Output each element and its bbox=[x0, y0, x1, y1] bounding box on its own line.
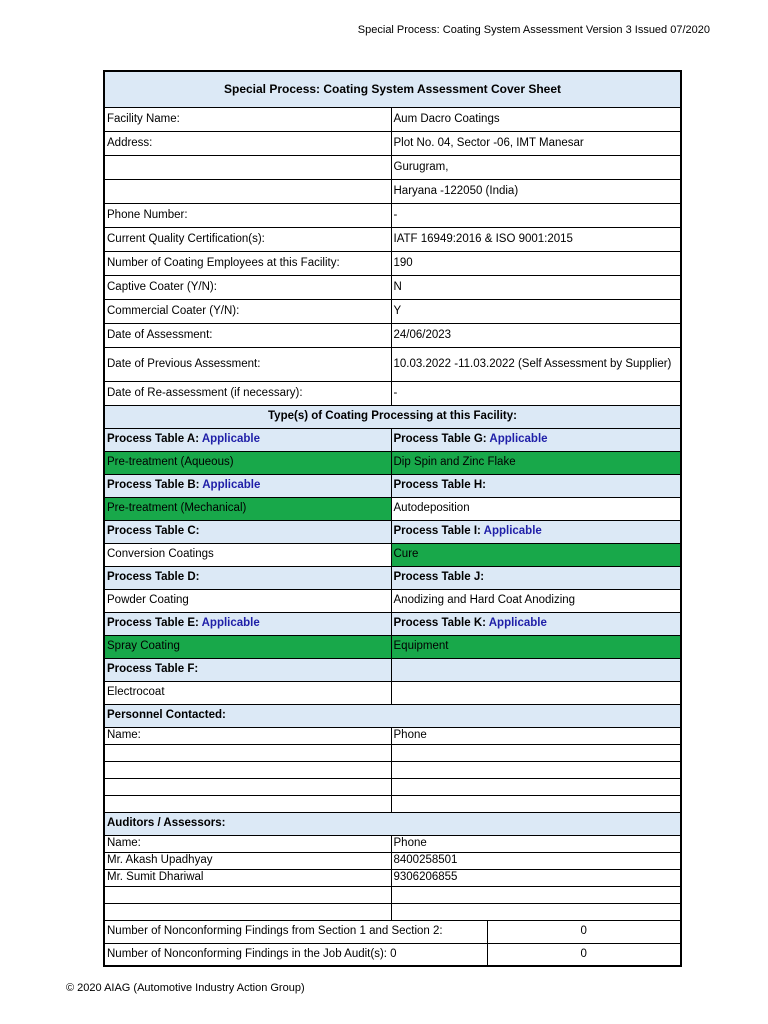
personnel-phone-header: Phone bbox=[391, 727, 681, 744]
process-table-i-status: Applicable bbox=[483, 525, 542, 537]
process-table-b-name: Pre-treatment (Mechanical) bbox=[104, 497, 391, 520]
address-line-3: Haryana -122050 (India) bbox=[391, 179, 681, 203]
process-table-g-name: Dip Spin and Zinc Flake bbox=[391, 451, 681, 474]
process-table-f-label: Process Table F: bbox=[104, 658, 391, 681]
auditor-name bbox=[104, 886, 391, 903]
personnel-phone-cell bbox=[391, 795, 681, 812]
cover-sheet-table bbox=[103, 70, 682, 967]
page-footer: © 2020 AIAG (Automotive Industry Action Group) bbox=[66, 982, 305, 994]
auditors-phone-header: Phone bbox=[391, 835, 681, 852]
commercial-coater-value: Y bbox=[391, 299, 681, 323]
captive-coater-value: N bbox=[391, 275, 681, 299]
process-table-b-label: Process Table B: Applicable bbox=[104, 474, 391, 497]
processing-title: Type(s) of Coating Processing at this Facility: bbox=[104, 405, 681, 428]
auditor-phone bbox=[391, 886, 681, 903]
page-header: Special Process: Coating System Assessment Version 3 Issued 07/2020 bbox=[357, 24, 710, 36]
auditors-name-header: Name: bbox=[104, 835, 391, 852]
empty-cell bbox=[391, 658, 681, 681]
sheet-title: Special Process: Coating System Assessment Cover Sheet bbox=[104, 71, 681, 107]
job-audit-findings-label: Number of Nonconforming Findings in the Job Audit(s): 0 bbox=[104, 943, 487, 966]
process-table-k-label: Process Table K: Applicable bbox=[391, 612, 681, 635]
process-table-h-name: Autodeposition bbox=[391, 497, 681, 520]
assessment-date-label: Date of Assessment: bbox=[104, 323, 391, 347]
process-table-e-status: Applicable bbox=[201, 617, 260, 629]
auditor-phone: 9306206855 bbox=[391, 869, 681, 886]
process-table-i-label: Process Table I: Applicable bbox=[391, 520, 681, 543]
process-table-c-label: Process Table C: bbox=[104, 520, 391, 543]
section-findings-value: 0 bbox=[487, 920, 681, 943]
auditors-title: Auditors / Assessors: bbox=[104, 812, 681, 835]
facility-name-value: Aum Dacro Coatings bbox=[391, 107, 681, 131]
section-findings-label: Number of Nonconforming Findings from Section 1 and Section 2: bbox=[104, 920, 487, 943]
auditor-name bbox=[104, 903, 391, 920]
employees-label: Number of Coating Employees at this Facility: bbox=[104, 251, 391, 275]
address-line-2: Gurugram, bbox=[391, 155, 681, 179]
previous-assessment-value: 10.03.2022 -11.03.2022 (Self Assessment by Supplier) bbox=[391, 347, 681, 381]
employees-value: 190 bbox=[391, 251, 681, 275]
process-table-k-name: Equipment bbox=[391, 635, 681, 658]
reassessment-value: - bbox=[391, 381, 681, 405]
process-table-f-name: Electrocoat bbox=[104, 681, 391, 704]
process-table-g-label: Process Table G: Applicable bbox=[391, 428, 681, 451]
personnel-name-cell bbox=[104, 795, 391, 812]
personnel-name-cell bbox=[104, 744, 391, 761]
personnel-phone-cell bbox=[391, 744, 681, 761]
process-table-h-label: Process Table H: bbox=[391, 474, 681, 497]
process-table-e-label: Process Table E: Applicable bbox=[104, 612, 391, 635]
process-table-a-name: Pre-treatment (Aqueous) bbox=[104, 451, 391, 474]
reassessment-label: Date of Re-assessment (if necessary): bbox=[104, 381, 391, 405]
certification-label: Current Quality Certification(s): bbox=[104, 227, 391, 251]
process-table-k-status: Applicable bbox=[488, 617, 547, 629]
process-table-i-name: Cure bbox=[391, 543, 681, 566]
process-table-d-name: Powder Coating bbox=[104, 589, 391, 612]
certification-value: IATF 16949:2016 & ISO 9001:2015 bbox=[391, 227, 681, 251]
address-label: Address: bbox=[104, 131, 391, 155]
process-table-g-status: Applicable bbox=[489, 433, 548, 445]
commercial-coater-label: Commercial Coater (Y/N): bbox=[104, 299, 391, 323]
assessment-date-value: 24/06/2023 bbox=[391, 323, 681, 347]
job-audit-findings-value: 0 bbox=[487, 943, 681, 966]
auditor-phone bbox=[391, 903, 681, 920]
personnel-name-cell bbox=[104, 778, 391, 795]
facility-name-label: Facility Name: bbox=[104, 107, 391, 131]
previous-assessment-label: Date of Previous Assessment: bbox=[104, 347, 391, 381]
personnel-name-header: Name: bbox=[104, 727, 391, 744]
address-spacer bbox=[104, 179, 391, 203]
process-table-b-status: Applicable bbox=[202, 479, 261, 491]
auditor-phone: 8400258501 bbox=[391, 852, 681, 869]
process-table-j-label: Process Table J: bbox=[391, 566, 681, 589]
personnel-phone-cell bbox=[391, 778, 681, 795]
phone-label: Phone Number: bbox=[104, 203, 391, 227]
personnel-title: Personnel Contacted: bbox=[104, 704, 681, 727]
auditor-name: Mr. Akash Upadhyay bbox=[104, 852, 391, 869]
personnel-phone-cell bbox=[391, 761, 681, 778]
process-table-d-label: Process Table D: bbox=[104, 566, 391, 589]
auditor-name: Mr. Sumit Dhariwal bbox=[104, 869, 391, 886]
process-table-a-label: Process Table A: Applicable bbox=[104, 428, 391, 451]
captive-coater-label: Captive Coater (Y/N): bbox=[104, 275, 391, 299]
process-table-c-name: Conversion Coatings bbox=[104, 543, 391, 566]
empty-cell bbox=[391, 681, 681, 704]
process-table-a-status: Applicable bbox=[201, 433, 260, 445]
phone-value: - bbox=[391, 203, 681, 227]
personnel-name-cell bbox=[104, 761, 391, 778]
process-table-j-name: Anodizing and Hard Coat Anodizing bbox=[391, 589, 681, 612]
address-line-1: Plot No. 04, Sector -06, IMT Manesar bbox=[391, 131, 681, 155]
process-table-e-name: Spray Coating bbox=[104, 635, 391, 658]
address-spacer bbox=[104, 155, 391, 179]
